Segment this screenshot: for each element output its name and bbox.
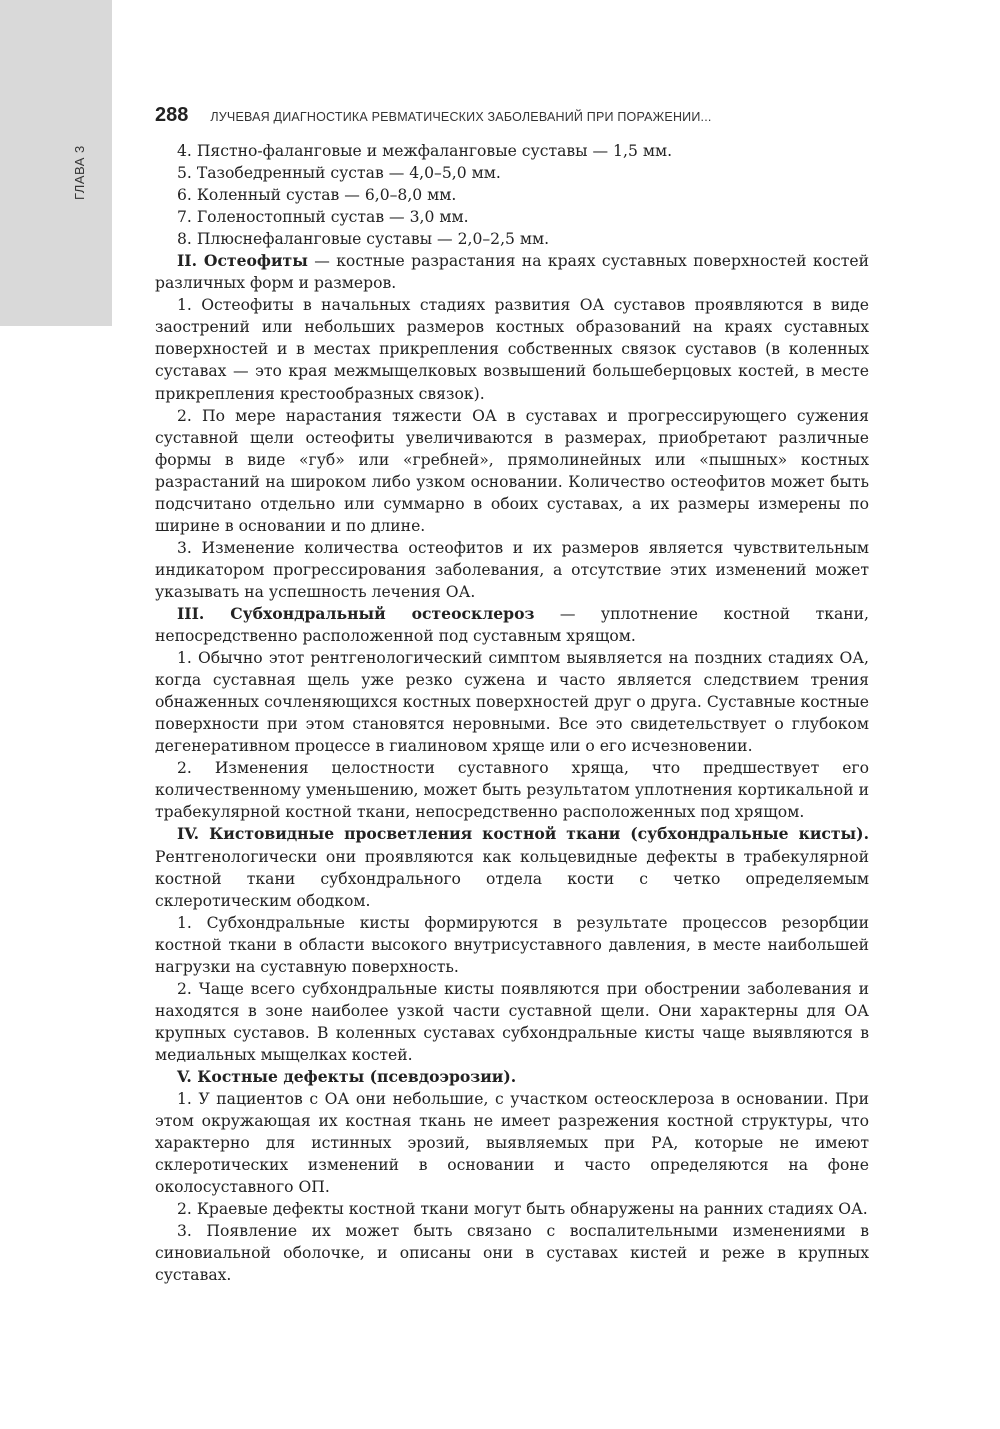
list-item: 4. Пястно-фаланговые и межфаланговые суставы — 1,5 мм. [177, 142, 673, 160]
section-heading: IV. Кистовидные просветления костной ткани (субхондральные кисты). [177, 824, 869, 844]
section-intro: — костные разрастания на краях суставных поверхностей костей различных форм и размеров. [155, 252, 870, 293]
paragraph: 2. По мере нарастания тяжести ОА в суставах и прогрессирующего сужения суставной щели остеофиты увеличиваются в размерах, приобретают различные формы в виде «губ» или «гребней», прямолинейных или «пышных» костных разрастаний на широком либо узком основании. Количество остеофитов может быть подсчитано отдельно или суммарно в обоих суставах, а их размеры измерены по ширине в основании и по длине. [155, 406, 869, 535]
section-intro: Рентгенологически они проявляются как кольцевидные дефекты в трабекулярной костной ткани субхондрального отдела кости с четко определяемым склеротическим ободком. [155, 847, 869, 910]
section-heading: V. Костные дефекты (псевдоэрозии). [177, 1066, 517, 1086]
section-heading: III. Субхондральный остеосклероз [177, 603, 535, 623]
chapter-label: ГЛАВА 3 [72, 145, 87, 200]
page-header [155, 104, 870, 127]
section-bone-defects [155, 1066, 869, 1088]
running-title: ЛУЧЕВАЯ ДИАГНОСТИКА РЕВМАТИЧЕСКИХ ЗАБОЛЕВАНИЙ ПРИ ПОРАЖЕНИИ... [210, 110, 712, 124]
paragraph: 3. Появление их может быть связано с воспалительными изменениями в синовиальной оболочке, и описаны они в суставах кистей и реже в крупных суставах. [155, 1222, 869, 1285]
section-intro: — уплотнение костной ткани, непосредственно расположенной под суставным хрящом. [155, 604, 869, 646]
section-osteosclerosis [155, 603, 869, 647]
page-number: 288 [155, 104, 189, 126]
section-osteophytes [155, 250, 869, 294]
list-item: 8. Плюснефаланговые суставы — 2,0–2,5 мм. [177, 230, 550, 249]
paragraph: 2. Чаще всего субхондральные кисты появляются при обострении заболевания и находятся в зоне наиболее узкой части суставной щели. Они характерны для ОА крупных суставов. В коленных суставах субхондральные кисты чаще выявляются в медиальных мыщелках костей. [155, 979, 869, 1064]
page-body [155, 140, 869, 1286]
paragraph: 1. У пациентов с ОА они небольшие, с участком остеосклероза в основании. При этом окружающая их костная ткань не имеет разрежения костной структуры, что характерно для истинных эрозий, выявляемых при РА, которые не имеют склеротических изменений в основании и часто определяются на фоне околосуставного ОП. [155, 1090, 869, 1197]
paragraph: 2. Краевые дефекты костной ткани могут быть обнаружены на ранних стадиях ОА. [177, 1200, 868, 1219]
chapter-tab [0, 0, 112, 326]
paragraph: 1. Обычно этот рентгенологический симптом выявляется на поздних стадиях ОА, когда суставная щель уже резко сужена и часто является следствием трения обнаженных сочленяющихся костных поверхностей друг о друга. Суставные костные поверхности при этом становятся неровными. Все это свидетельствует о глубоком дегенеративном процессе в гиалиновом хряще или о его исчезновении. [155, 649, 869, 756]
paragraph: 1. Субхондральные кисты формируются в результате процессов резорбции костной ткани в области высокого внутрисуставного давления, в месте наибольшей нагрузки на суставную поверхность. [155, 913, 869, 976]
list-item: 7. Голеностопный сустав — 3,0 мм. [177, 208, 469, 227]
list-item: 5. Тазобедренный сустав — 4,0–5,0 мм. [177, 164, 501, 183]
section-cysts [155, 823, 869, 911]
paragraph: 3. Изменение количества остеофитов и их размеров является чувствительным индикатором прогрессирования заболевания, а отсутствие этих изменений может указывать на успешность лечения ОА. [155, 538, 869, 601]
paragraph: 1. Остеофиты в начальных стадиях развития ОА суставов проявляются в виде заострений или небольших размеров костных образований на краях суставных поверхностей и в местах прикрепления собственных связок суставов (в коленных суставах — это края межмыщелковых возвышений большеберцовых костей, в месте прикрепления крестообразных связок). [155, 296, 869, 403]
paragraph: 2. Изменения целостности суставного хряща, что предшествует его количественному уменьшению, может быть результатом уплотнения кортикальной и трабекулярной костной ткани, непосредственно расположенных под хрящом. [155, 759, 869, 822]
section-heading: II. Остеофиты [177, 251, 308, 271]
list-item: 6. Коленный сустав — 6,0–8,0 мм. [177, 186, 457, 205]
